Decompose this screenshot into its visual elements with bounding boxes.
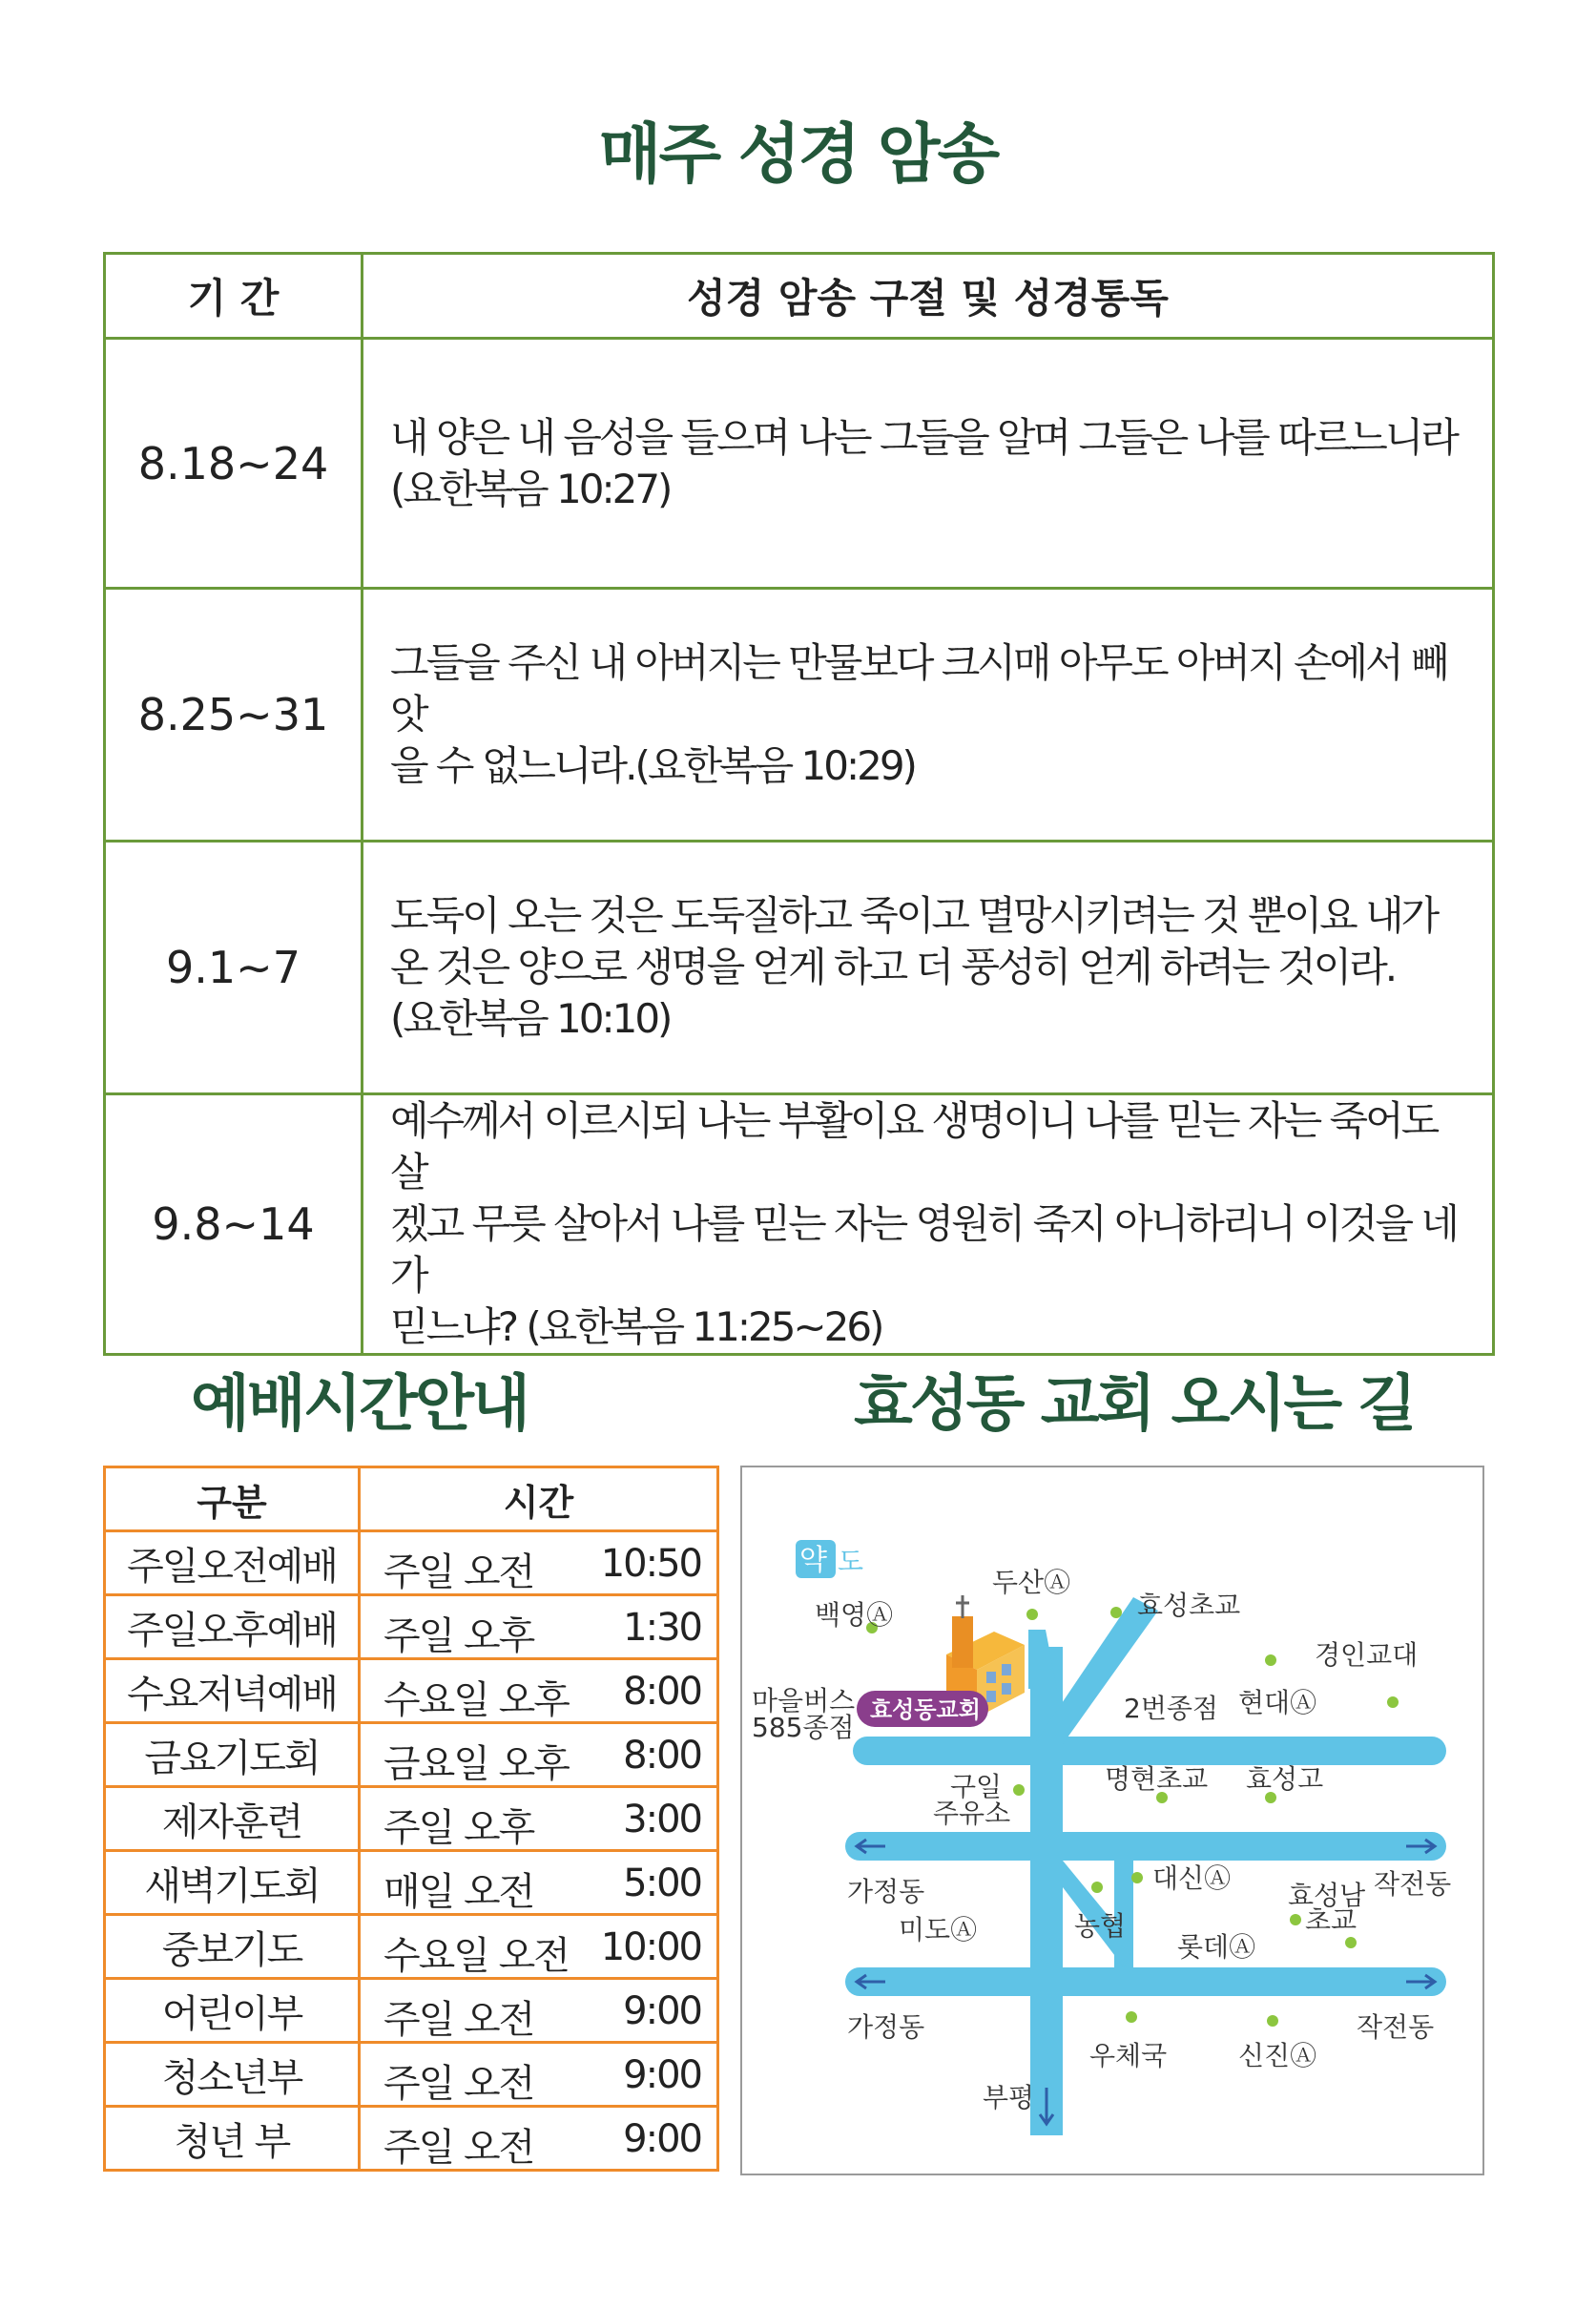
verse-line: 내 양은 내 음성을 들으며 나는 그들을 알며 그들은 나를 따르느니라 (390, 413, 1457, 461)
label-dusan: 두산Ⓐ (992, 1567, 1071, 1598)
road-horizontal-mid (845, 1832, 1446, 1861)
label-guil-2: 주유소 (933, 1798, 1011, 1829)
legend-label-2: 도 (838, 1546, 864, 1577)
church-window (1002, 1683, 1011, 1695)
period-cell: 8.18~24 (105, 339, 363, 589)
verse-line: (요한복음 10:10) (390, 995, 671, 1042)
church-tower (952, 1616, 973, 1668)
schedule-row (105, 1595, 718, 1659)
label-post: 우체국 (1089, 2040, 1168, 2071)
verse-row (105, 339, 1494, 589)
period-cell: 9.1~7 (105, 842, 363, 1094)
period-cell: 8.25~31 (105, 589, 363, 842)
label-hyundai: 현대Ⓐ (1238, 1687, 1317, 1718)
schedule-row (105, 2043, 718, 2107)
service-name: 주일오후예배 (105, 1595, 360, 1659)
landmark-dot (1265, 1654, 1276, 1666)
landmark-dot (1013, 1784, 1025, 1796)
service-clock: 5:00 (623, 1862, 701, 1905)
category-header: 구분 (105, 1467, 360, 1531)
schedule-header (105, 1467, 718, 1531)
verse-header: 성경 암송 구절 및 성경통독 (363, 254, 1494, 339)
service-day: 주일 오전 (383, 1998, 534, 2042)
road-horizontal-bottom (845, 1967, 1446, 1996)
service-name: 새벽기도회 (105, 1851, 360, 1915)
time-header: 시간 (360, 1467, 718, 1531)
label-bus-1: 마을버스 (752, 1685, 856, 1716)
directions-title: 효성동 교회 오시는 길 (854, 1369, 1415, 1440)
church-badge (857, 1691, 988, 1727)
schedule-row (105, 1787, 718, 1851)
verse-table (103, 252, 1495, 1356)
schedule-row (105, 1851, 718, 1915)
label-guil-1: 구일 (950, 1771, 1003, 1802)
label-bus-2: 585종점 (752, 1712, 855, 1743)
schedule-row (105, 1915, 718, 1979)
service-time (360, 2107, 718, 2171)
service-clock: 9:00 (623, 2053, 701, 2097)
road-horizontal-top (853, 1737, 1446, 1765)
service-clock: 8:00 (623, 1734, 701, 1778)
verse-line: 그들을 주신 내 아버지는 만물보다 크시매 아무도 아버지 손에서 빼앗 (390, 639, 1447, 738)
verse-cell (363, 339, 1494, 589)
landmark-dot (1387, 1696, 1399, 1708)
label-bupyeong: 부평 (983, 2082, 1035, 2113)
church-window (986, 1672, 996, 1683)
label-gyeongin: 경인교대 (1315, 1639, 1419, 1671)
verse-line: 예수께서 이르시되 나는 부활이요 생명이니 나를 믿는 자는 죽어도 살 (390, 1097, 1438, 1196)
verse-cell (363, 589, 1494, 842)
landmark-dot (1110, 1607, 1122, 1618)
service-day: 주일 오전 (383, 2126, 534, 2170)
verse-line: 을 수 없느니라.(요한복음 10:29) (390, 742, 915, 789)
label-shinjin: 신진Ⓐ (1238, 2040, 1317, 2071)
label-stop-2: 2번종점 (1124, 1693, 1218, 1724)
label-jakjeon-2: 작전동 (1357, 2011, 1435, 2043)
verse-row (105, 842, 1494, 1094)
service-clock: 3:00 (623, 1798, 701, 1841)
schedule-row (105, 1723, 718, 1787)
label-myunghyun: 명현초교 (1105, 1763, 1209, 1795)
service-clock: 10:50 (600, 1542, 701, 1586)
label-hyosung-elem: 효성초교 (1137, 1590, 1241, 1621)
legend-badge (796, 1540, 863, 1578)
service-day: 수요일 오후 (383, 1678, 569, 1722)
service-day: 수요일 오전 (383, 1934, 569, 1978)
verse-line: 온 것은 양으로 생명을 얻게 하고 더 풍성히 얻게 하려는 것이라. (390, 944, 1396, 990)
period-header: 기 간 (105, 254, 363, 339)
service-name: 수요저녁예배 (105, 1659, 360, 1723)
verse-line: 도둑이 오는 것은 도둑질하고 죽이고 멸망시키려는 것 뿐이요 내가 (390, 892, 1438, 939)
landmark-dot (1026, 1609, 1038, 1620)
label-jakjeon-1: 작전동 (1374, 1868, 1452, 1900)
service-name: 금요기도회 (105, 1723, 360, 1787)
schedule-row (105, 1531, 718, 1595)
service-time (360, 1659, 718, 1723)
legend-label-1: 약 (799, 1544, 827, 1577)
service-name: 청소년부 (105, 2043, 360, 2107)
verse-line: 겠고 무릇 살아서 나를 믿는 자는 영원히 죽지 아니하리니 이것을 네가 (390, 1200, 1457, 1299)
service-time (360, 1979, 718, 2043)
service-day: 주일 오후 (383, 1614, 534, 1658)
service-time (360, 1723, 718, 1787)
label-hyosungnam-2: 초교 (1305, 1904, 1358, 1936)
service-day: 주일 오전 (383, 2062, 534, 2106)
verse-row (105, 589, 1494, 842)
period-cell: 9.8~14 (105, 1094, 363, 1355)
service-day: 매일 오전 (383, 1870, 534, 1914)
landmark-dot (1126, 2011, 1137, 2023)
label-gajeong-1: 가정동 (847, 1876, 925, 1907)
church-label: 효성동교회 (870, 1696, 981, 1723)
service-name: 청년 부 (105, 2107, 360, 2171)
label-mido: 미도Ⓐ (899, 1914, 978, 1945)
verse-table-header (105, 254, 1494, 339)
church-window (1002, 1664, 1011, 1675)
service-name: 제자훈련 (105, 1787, 360, 1851)
service-day: 주일 오전 (383, 1550, 534, 1594)
label-gajeong-2: 가정동 (847, 2011, 925, 2043)
schedule-row (105, 1979, 718, 2043)
service-time (360, 1787, 718, 1851)
verse-cell (363, 1094, 1494, 1355)
page-title: 매주 성경 암송 (598, 117, 998, 193)
service-time (360, 1595, 718, 1659)
service-clock: 8:00 (623, 1670, 701, 1714)
service-name: 주일오전예배 (105, 1531, 360, 1595)
service-name: 중보기도 (105, 1915, 360, 1979)
service-clock: 1:30 (623, 1606, 701, 1650)
landmark-dot (1345, 1937, 1357, 1948)
verse-cell (363, 842, 1494, 1094)
landmark-dot (1290, 1914, 1301, 1925)
label-hyosungnam-1: 효성남 (1288, 1880, 1366, 1911)
church-window (986, 1691, 996, 1702)
verse-line: 믿느냐? (요한복음 11:25~26) (390, 1303, 882, 1350)
service-clock: 9:00 (623, 2117, 701, 2161)
service-time (360, 1851, 718, 1915)
service-day: 금요일 오후 (383, 1742, 569, 1786)
landmark-dot (1131, 1872, 1143, 1883)
service-time (360, 1531, 718, 1595)
landmark-dot (1091, 1882, 1103, 1893)
service-time (360, 1915, 718, 1979)
landmark-dot (1267, 2015, 1278, 2027)
schedule-row (105, 2107, 718, 2171)
verse-row (105, 1094, 1494, 1355)
worship-title: 예배시간안내 (191, 1369, 528, 1440)
service-day: 주일 오후 (383, 1806, 534, 1850)
service-clock: 9:00 (623, 1989, 701, 2033)
label-nonghyup: 농협 (1074, 1910, 1127, 1942)
service-name: 어린이부 (105, 1979, 360, 2043)
service-clock: 10:00 (600, 1925, 701, 1969)
verse-line: (요한복음 10:27) (390, 465, 671, 512)
schedule-table (103, 1466, 719, 2172)
service-time (360, 2043, 718, 2107)
label-daeshin: 대신Ⓐ (1152, 1862, 1232, 1894)
label-baekyoung: 백영Ⓐ (815, 1599, 894, 1631)
schedule-row (105, 1659, 718, 1723)
directions-map (740, 1466, 1484, 2175)
label-lotte: 롯데Ⓐ (1177, 1931, 1256, 1963)
map-canvas (742, 1467, 1482, 2174)
label-hyosung-high: 효성고 (1246, 1763, 1324, 1795)
